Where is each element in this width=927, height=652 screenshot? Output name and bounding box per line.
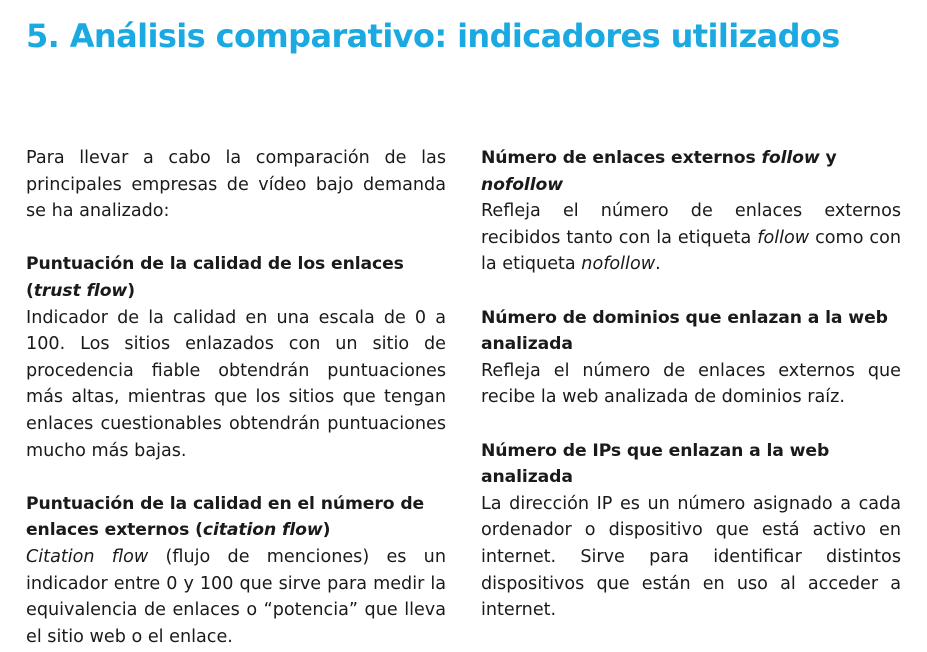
linking-domains-description: Refleja el número de enlaces externos que recibe la web analizada de dominios raíz.	[481, 360, 901, 408]
section-trust-flow	[26, 251, 446, 464]
section-linking-domains	[481, 305, 901, 411]
section-linking-ips	[481, 438, 901, 624]
right-column	[481, 145, 901, 624]
trust-flow-heading: Puntuación de la calidad de los enlaces (trust flow)	[26, 254, 404, 301]
section-follow-links	[481, 145, 901, 278]
intro-paragraph: Para llevar a cabo la comparación de las principales empresas de vídeo bajo demanda se ha analizado:	[26, 148, 446, 222]
linking-ips-heading: Número de IPs que enlazan a la web analizada	[481, 440, 830, 488]
trust-flow-description: Indicador de la calidad en una escala de 0 a 100. Los sitios enlazados con un sitio de procedencia fiable obtendrán puntuaciones más altas, mientras que los sitios que tengan enlaces cuestionables obtendrán puntuaciones mucho más bajas.	[26, 307, 446, 461]
follow-links-heading: Número de enlaces externos follow y nofollow	[481, 148, 837, 195]
linking-domains-heading: Número de dominios que enlazan a la web analizada	[481, 307, 888, 355]
follow-links-description: Refleja el número de enlaces externos recibidos tanto con la etiqueta follow como con la etiqueta nofollow.	[481, 201, 901, 275]
page-title: 5. Análisis comparativo: indicadores utilizados	[26, 17, 840, 55]
section-citation-flow	[26, 491, 446, 651]
linking-ips-description: La dirección IP es un número asignado a cada ordenador o dispositivo que está activo en internet. Sirve para identificar distintos dispositivos que están en uso al acceder a internet.	[481, 493, 901, 621]
citation-flow-heading: Puntuación de la calidad en el número de enlaces externos (citation flow)	[26, 493, 425, 541]
citation-flow-description: Citation flow (flujo de menciones) es un indicador entre 0 y 100 que sirve para medir la equivalencia de enlaces o “potencia” que lleva el sitio web o el enlace.	[26, 546, 446, 647]
left-column	[26, 145, 446, 650]
